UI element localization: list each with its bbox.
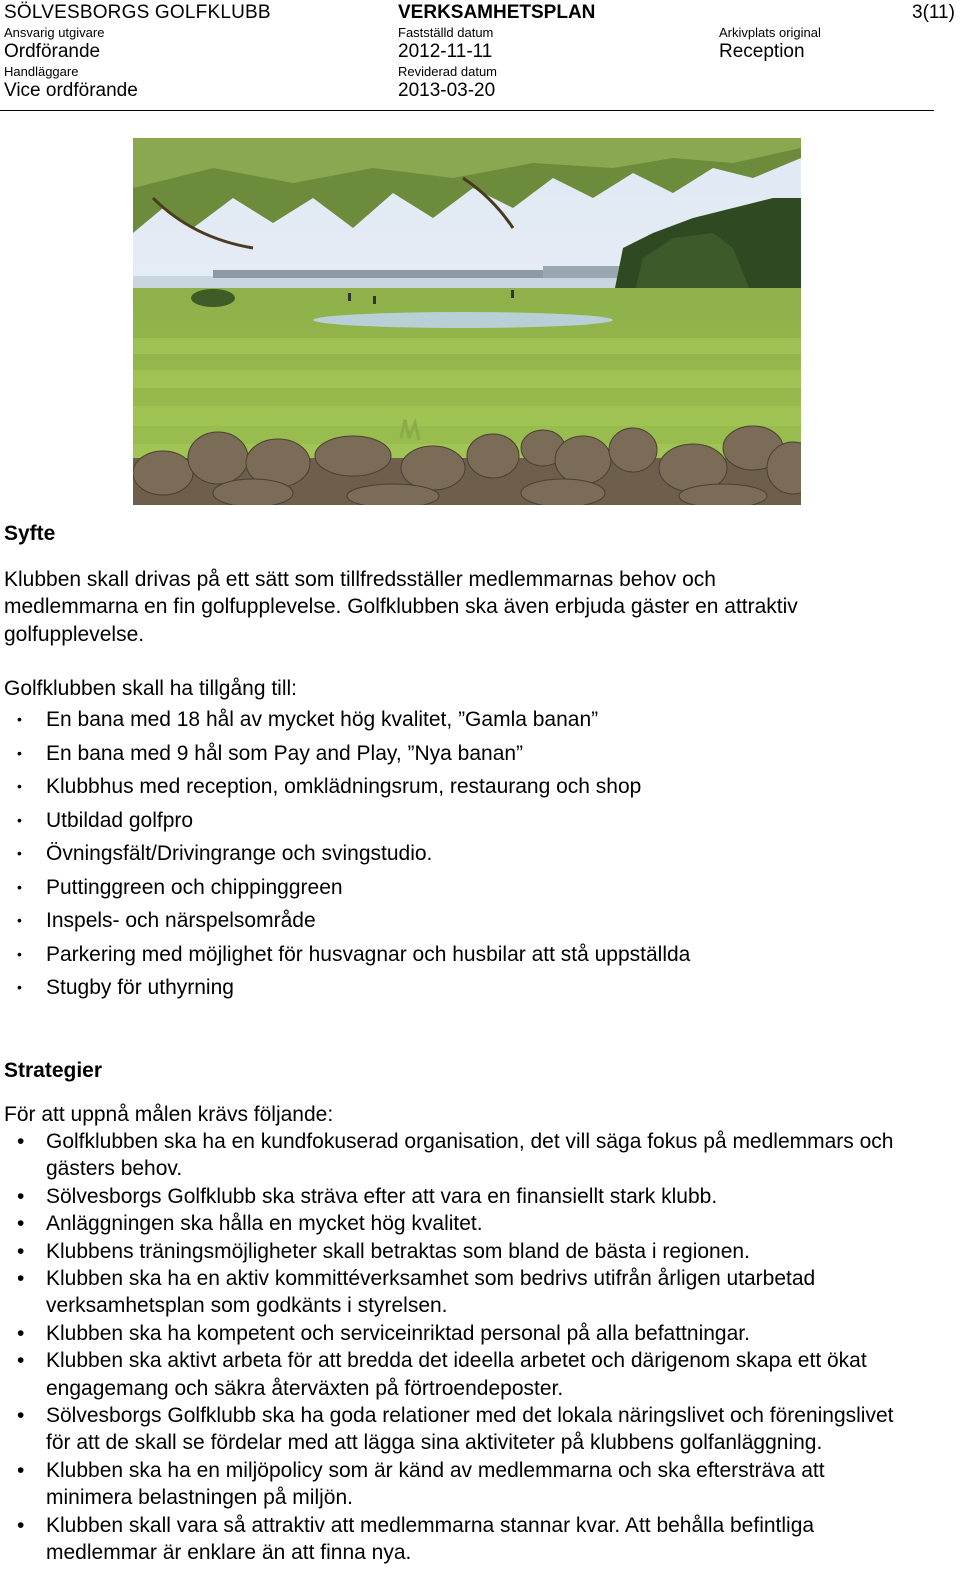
- adopted-date-value: 2012-11-11: [398, 41, 493, 62]
- page-number: 3(11): [912, 2, 955, 23]
- syfte-paragraph: Klubben skall drivas på ett sätt som tillfredsställer medlemmarnas behov och medlemmarna en fin golfupplevelse. Golfklubben ska även erbjuda gäster en attraktiv golfupplevelse.: [4, 567, 798, 646]
- revised-date-label: Reviderad datum: [398, 64, 497, 79]
- handler-label: Handläggare: [4, 64, 79, 79]
- responsible-value: Ordförande: [4, 41, 101, 62]
- document-body: [4, 520, 934, 1567]
- strategy-list-item: • Klubben ska ha kompetent och serviceinriktad personal på alla befattningar.: [4, 1320, 904, 1347]
- facility-list-item: • En bana med 9 hål som Pay and Play, ”Nya banan”: [4, 737, 934, 771]
- revised-date-value: 2013-03-20: [398, 80, 496, 101]
- document-title: VERKSAMHETSPLAN: [398, 2, 596, 23]
- strategier-heading: Strategier: [4, 1058, 103, 1082]
- strategies-list: [4, 1128, 934, 1567]
- handler-value: Vice ordförande: [4, 80, 138, 101]
- facility-list-item: • Stugby för uthyrning: [4, 971, 934, 1005]
- strategy-list-item: • Sölvesborgs Golfklubb ska ha goda relationer med det lokala näringslivet och föreningslivet för att de skall se fördelar med att lägga sina aktiviteter på klubbens golfanläggning.: [4, 1402, 904, 1457]
- archive-label: Arkivplats original: [719, 25, 821, 40]
- facility-list-item: • Utbildad golfpro: [4, 804, 934, 838]
- strategy-list-item: • Klubben skall vara så attraktiv att medlemmarna stannar kvar. Att behålla befintliga medlemmar är enklare än att finna nya.: [4, 1512, 904, 1567]
- strategy-list-item: • Klubbens träningsmöjligheter skall betraktas som bland de bästa i regionen.: [4, 1238, 904, 1265]
- facility-list-item: • Inspels- och närspelsområde: [4, 904, 934, 938]
- organization-name: SÖLVESBORGS GOLFKLUBB: [4, 2, 271, 23]
- strategier-intro: För att uppnå målen krävs följande:: [4, 1103, 334, 1126]
- archive-value: Reception: [719, 41, 805, 62]
- header-divider: [0, 110, 934, 111]
- facilities-list: [4, 703, 934, 1005]
- strategy-list-item: • Golfklubben ska ha en kundfokuserad organisation, det vill säga fokus på medlemmars och gästers behov.: [4, 1128, 904, 1183]
- responsible-label: Ansvarig utgivare: [4, 25, 105, 40]
- facility-list-item: • Puttinggreen och chippinggreen: [4, 871, 934, 905]
- document-header: [0, 0, 960, 112]
- strategy-list-item: • Klubben ska aktivt arbeta för att bredda det ideella arbetet och därigenom skapa ett ökat engagemang och säkra återväxten på förtroendeposter.: [4, 1347, 904, 1402]
- strategy-list-item: • Anläggningen ska hålla en mycket hög kvalitet.: [4, 1210, 904, 1237]
- strategy-list-item: • Klubben ska ha en miljöpolicy som är känd av medlemmarna och ska eftersträva att minimera belastningen på miljön.: [4, 1457, 904, 1512]
- syfte-heading: Syfte: [4, 522, 56, 545]
- golf-course-photo: [133, 138, 801, 505]
- syfte-intro: Golfklubben skall ha tillgång till:: [4, 677, 297, 700]
- adopted-date-label: Fastställd datum: [398, 25, 494, 40]
- facility-list-item: • Klubbhus med reception, omklädningsrum, restaurang och shop: [4, 770, 934, 804]
- facility-list-item: • Övningsfält/Drivingrange och svingstudio.: [4, 837, 934, 871]
- facility-list-item: • Parkering med möjlighet för husvagnar och husbilar att stå uppställda: [4, 938, 934, 972]
- facility-list-item: • En bana med 18 hål av mycket hög kvalitet, ”Gamla banan”: [4, 703, 934, 737]
- strategy-list-item: • Sölvesborgs Golfklubb ska sträva efter att vara en finansiellt stark klubb.: [4, 1183, 904, 1210]
- strategy-list-item: • Klubben ska ha en aktiv kommittéverksamhet som bedrivs utifrån årligen utarbetad verksamhetsplan som godkänts i styrelsen.: [4, 1265, 904, 1320]
